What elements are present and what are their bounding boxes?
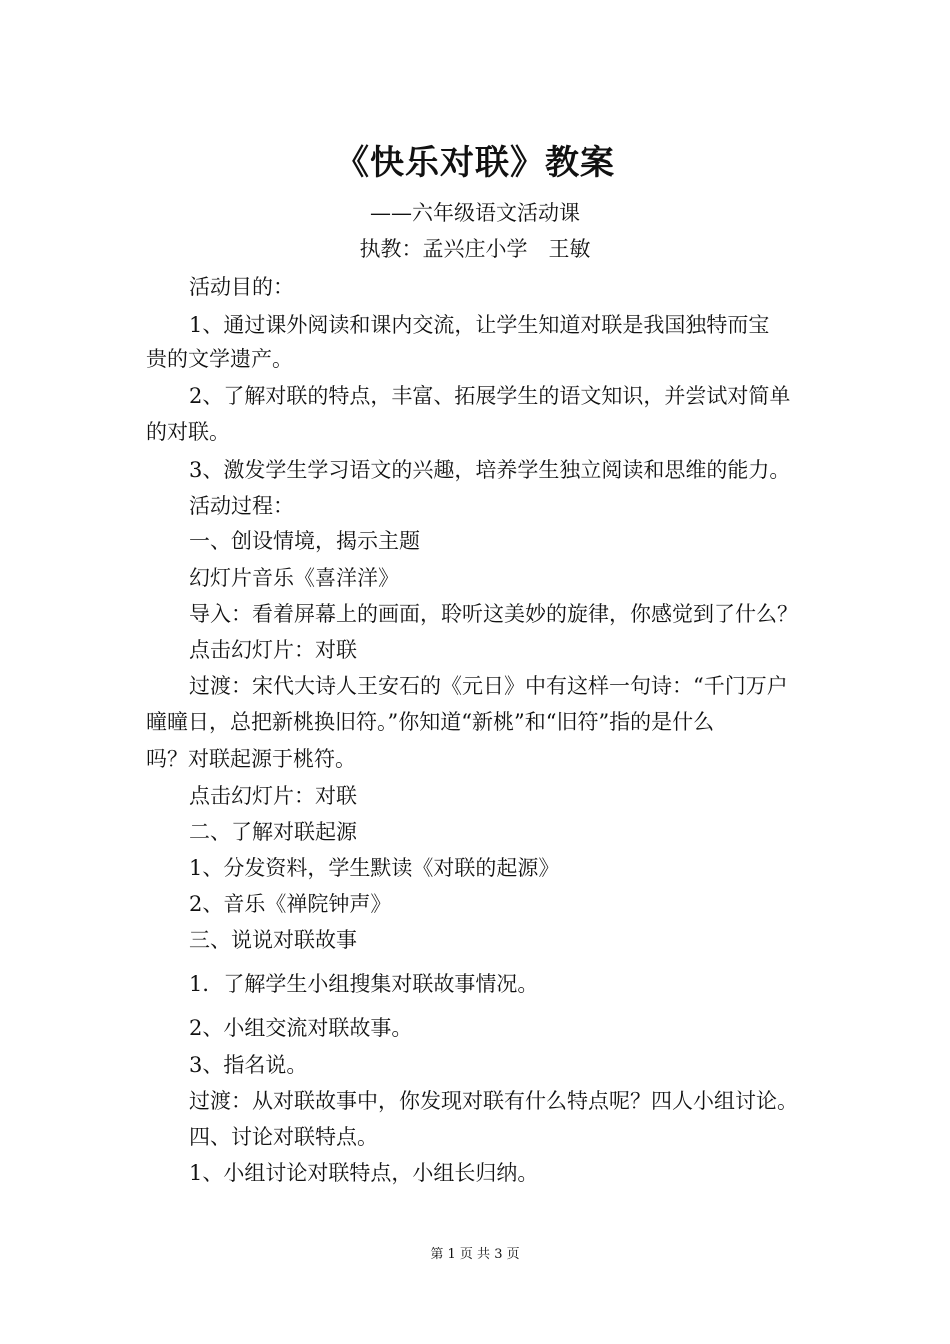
- document-title: 《快乐对联》教案: [335, 143, 615, 183]
- document-author: 执教：孟兴庄小学 王敏: [359, 237, 591, 261]
- paragraph-line: 2、音乐《禅院钟声》: [189, 892, 392, 916]
- document-subtitle: ——六年级语文活动课: [370, 201, 580, 225]
- paragraph-line: 3、指名说。: [189, 1053, 308, 1077]
- paragraph-line: 的对联。: [146, 420, 230, 444]
- paragraph-line: 曈曈日，总把新桃换旧符。”你知道“新桃”和“旧符”指的是什么: [146, 710, 715, 734]
- paragraph-line: 过渡：宋代大诗人王安石的《元日》中有这样一句诗：“千门万户: [189, 674, 788, 698]
- section-heading: 一、创设情境，揭示主题: [189, 529, 420, 553]
- paragraph-line: 1、小组讨论对联特点，小组长归纳。: [189, 1161, 539, 1185]
- section-heading: 二、了解对联起源: [189, 820, 357, 844]
- section-heading: 三、说说对联故事: [189, 928, 357, 952]
- section-heading: 活动过程：: [189, 494, 294, 518]
- paragraph-line: 1、分发资料，学生默读《对联的起源》: [189, 856, 560, 880]
- paragraph-line: 过渡：从对联故事中，你发现对联有什么特点呢？四人小组讨论。: [189, 1089, 798, 1113]
- page-number: 第 1 页 共 3 页: [430, 1247, 520, 1262]
- paragraph-line: 导入：看着屏幕上的画面，聆听这美妙的旋律，你感觉到了什么？: [189, 602, 798, 626]
- paragraph-line: 2、了解对联的特点，丰富、拓展学生的语文知识，并尝试对简单: [189, 384, 791, 408]
- paragraph-line: 幻灯片音乐《喜洋洋》: [189, 566, 399, 590]
- paragraph-line: 贵的文学遗产。: [146, 347, 293, 371]
- paragraph-line: 点击幻灯片：对联: [189, 784, 357, 808]
- paragraph-line: 1、通过课外阅读和课内交流，让学生知道对联是我国独特而宝: [189, 313, 770, 337]
- paragraph-line: 3、激发学生学习语文的兴趣，培养学生独立阅读和思维的能力。: [189, 458, 791, 482]
- section-heading: 活动目的：: [189, 275, 294, 299]
- paragraph-line: 吗？对联起源于桃符。: [146, 747, 356, 771]
- paragraph-line: 点击幻灯片：对联: [189, 638, 357, 662]
- paragraph-line: 1．了解学生小组搜集对联故事情况。: [189, 972, 539, 996]
- section-heading: 四、讨论对联特点。: [189, 1125, 378, 1149]
- paragraph-line: 2、小组交流对联故事。: [189, 1016, 413, 1040]
